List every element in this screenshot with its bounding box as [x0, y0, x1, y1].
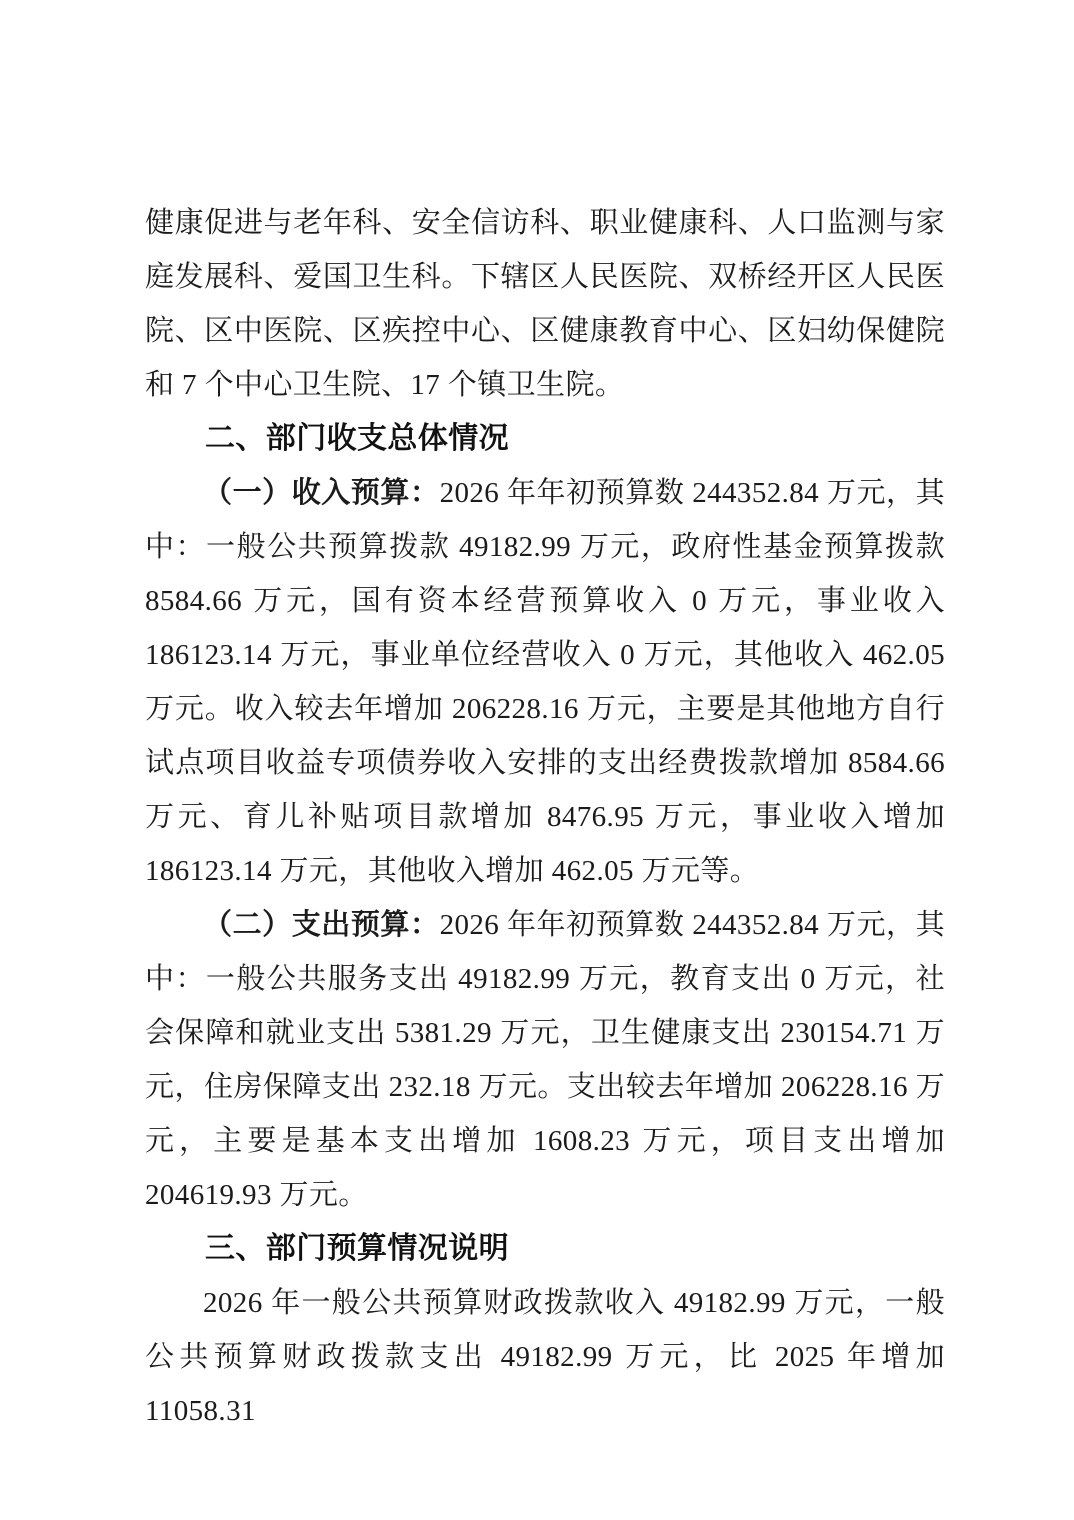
paragraph-lead: （一）收入预算：	[203, 477, 440, 509]
section-heading: 三、部门预算情况说明	[205, 1232, 509, 1265]
paragraph-text: 2026 年年初预算数 244352.84 万元，其中：一般公共预算拨款 49182.99 万元，政府性基金预算拨款 8584.66 万元，国有资本经营预算收入 0 万元，事业收入 186123.14 万元，事业单位经营收入 0 万元，其他收入 462.05 万元。收入较去年增加 206228.16 万元，主要是其他地方自行试点项目收益专项债券收入安排的支出经费拨款增加 8584.66 万元、育儿补贴项目款增加 8476.95 万元，事业收入增加 186123.14 万元，其他收入增加 462.05 万元等。	[145, 477, 945, 887]
paragraph	[145, 1276, 945, 1438]
paragraph	[145, 898, 945, 1222]
document-body	[145, 196, 945, 1438]
paragraph-text: 2026 年年初预算数 244352.84 万元，其中：一般公共服务支出 49182.99 万元，教育支出 0 万元，社会保障和就业支出 5381.29 万元，卫生健康支出 230154.71 万元，住房保障支出 232.18 万元。支出较去年增加 206228.16 万元，主要是基本支出增加 1608.23 万元，项目支出增加 204619.93 万元。	[145, 909, 945, 1211]
paragraph	[145, 196, 945, 412]
paragraph-text: 2026 年一般公共预算财政拨款收入 49182.99 万元，一般公共预算财政拨款支出 49182.99 万元，比 2025 年增加 11058.31	[145, 1287, 945, 1427]
paragraph-lead: （二）支出预算：	[203, 909, 440, 941]
paragraph-text: 健康促进与老年科、安全信访科、职业健康科、人口监测与家庭发展科、爱国卫生科。下辖区人民医院、双桥经开区人民医院、区中医院、区疾控中心、区健康教育中心、区妇幼保健院和 7 个中心卫生院、17 个镇卫生院。	[145, 207, 945, 401]
section-heading: 二、部门收支总体情况	[205, 422, 509, 455]
paragraph	[145, 466, 945, 898]
